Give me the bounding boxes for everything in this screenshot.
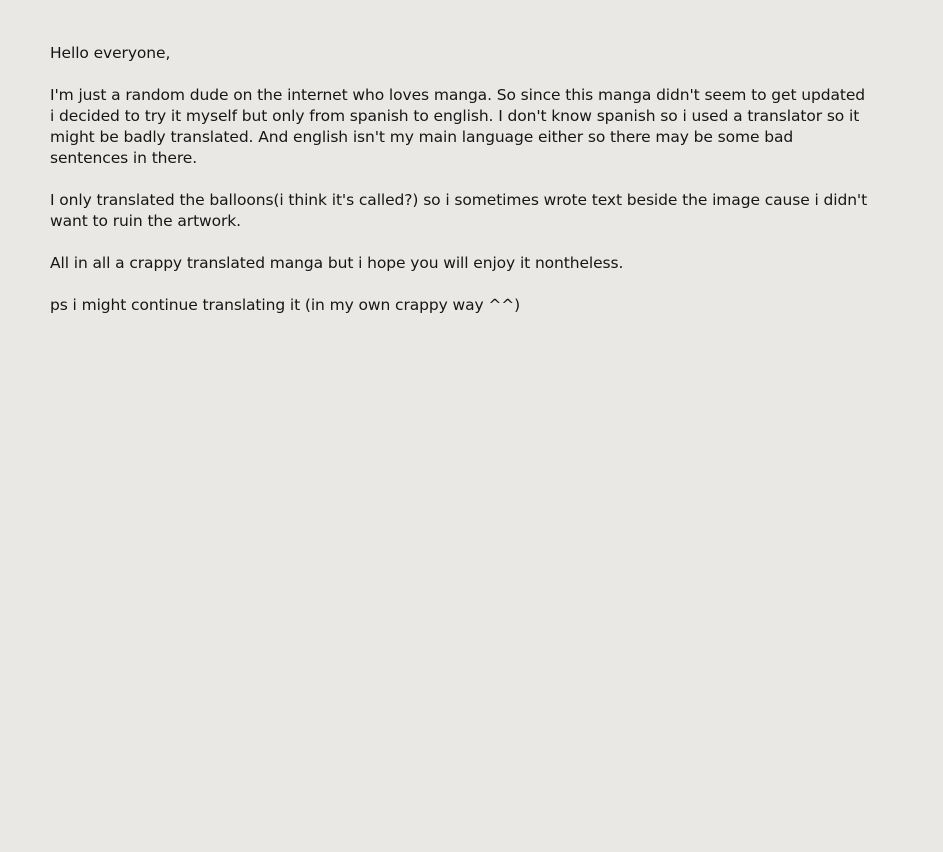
postscript: ps i might continue translating it (in my own crappy way ^^) bbox=[50, 296, 521, 314]
paragraph-balloons: I only translated the balloons(i think it's called?) so i sometimes wrote text beside the image cause i didn't want to ruin the artwork. bbox=[50, 191, 868, 230]
paragraph-intro: I'm just a random dude on the internet who loves manga. So since this manga didn't seem to get updated i decided to try it myself but only from spanish to english. I don't know spanish so i used a translator so it might be badly translated. And english isn't my main language either so there may be some bad sentences in there. bbox=[50, 86, 866, 167]
paragraph-summary: All in all a crappy translated manga but i hope you will enjoy it nontheless. bbox=[50, 254, 624, 272]
translator-note bbox=[50, 43, 870, 316]
greeting: Hello everyone, bbox=[50, 44, 171, 62]
